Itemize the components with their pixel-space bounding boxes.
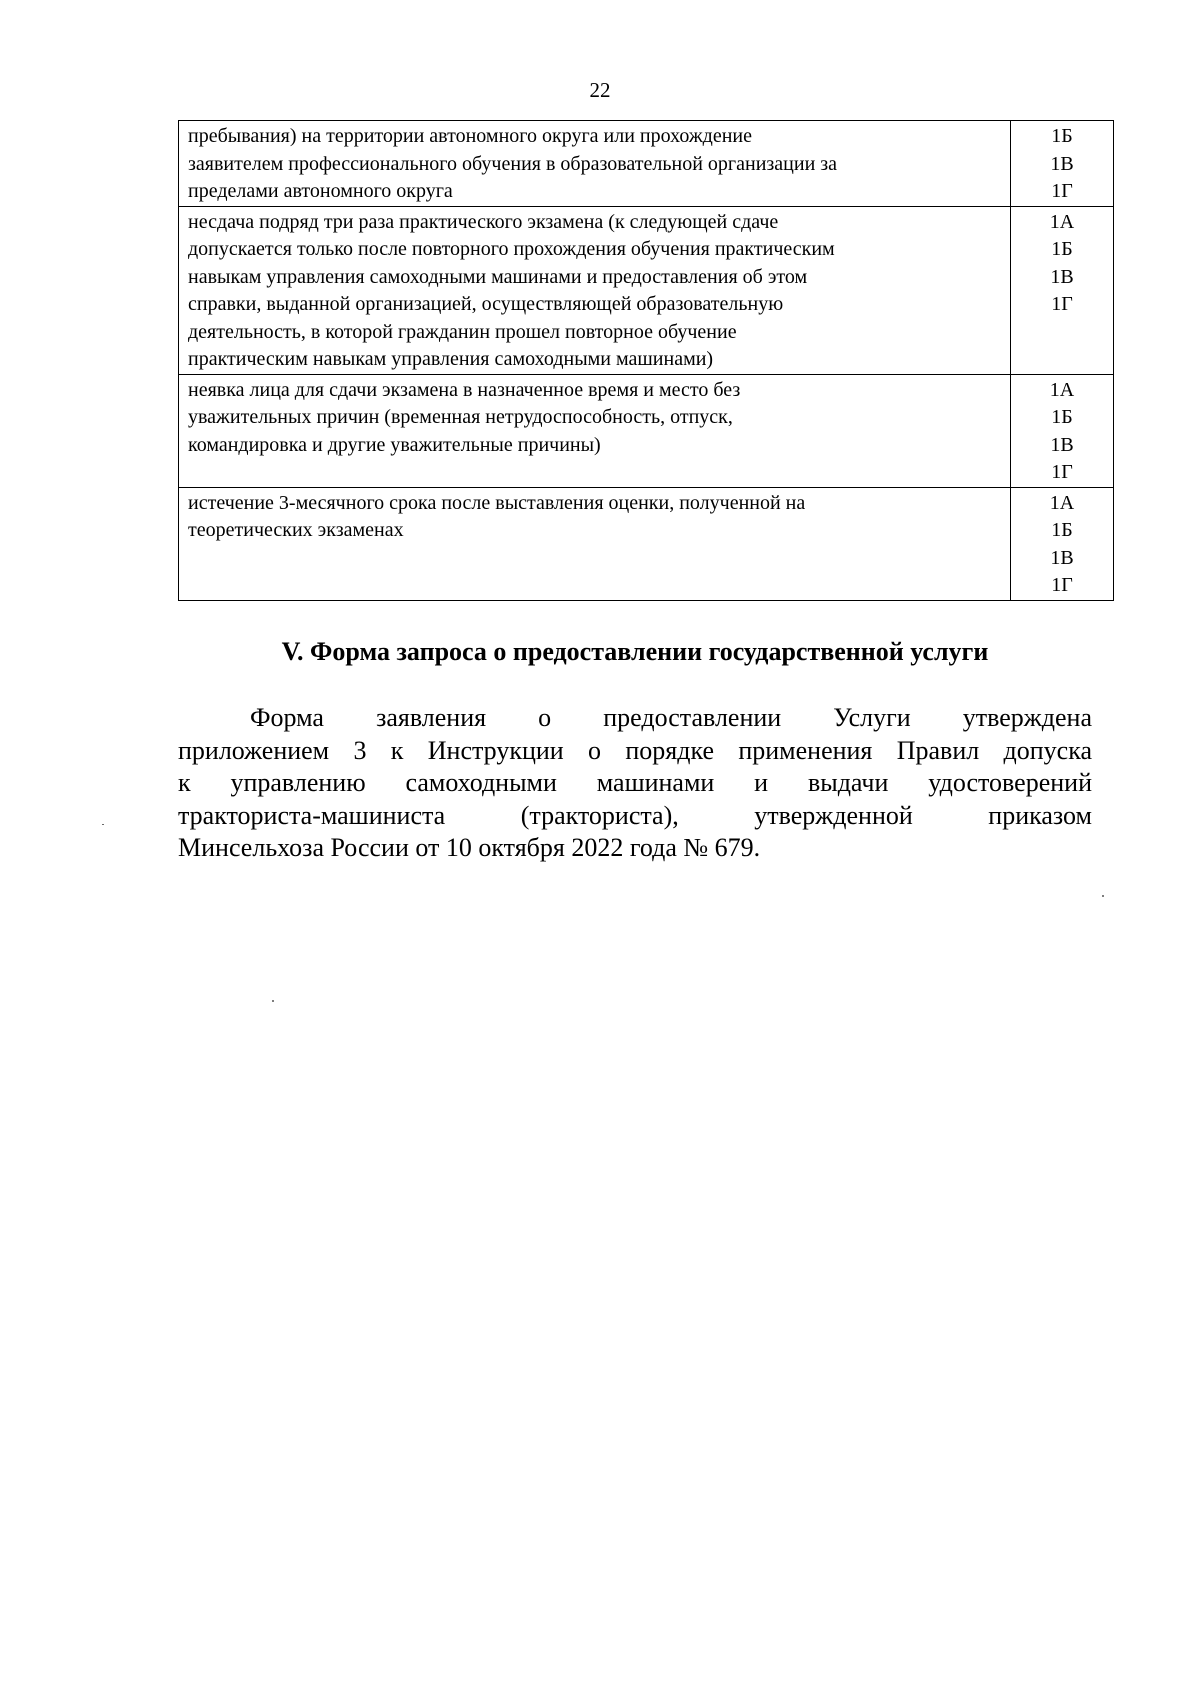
table-row [179, 487, 1114, 600]
reason-cell [179, 206, 1011, 374]
category-code: 1Г [1051, 574, 1073, 596]
category-code: 1Б [1051, 519, 1073, 541]
refusal-reasons-table [178, 120, 1114, 601]
reason-cell [179, 121, 1011, 207]
category-code: 1В [1050, 546, 1074, 569]
category-cell [1011, 206, 1114, 374]
reason-cell [179, 374, 1011, 487]
reason-line: несдача подряд три раза практического экзамена (к следующей сдаче [188, 210, 779, 233]
category-code: 1А [1049, 491, 1075, 514]
reason-line: теоретических экзаменах [188, 519, 404, 541]
category-cell [1011, 487, 1114, 600]
scan-speck [1102, 895, 1104, 897]
section-heading: V. Форма запроса о предоставлении государственной услуги [281, 637, 989, 666]
paragraph-line: тракториста-машиниста (тракториста), утвержденной приказом [178, 800, 1092, 830]
reason-line: допускается только после повторного прохождения обучения практическим [188, 238, 835, 260]
category-code: 1В [1050, 152, 1074, 175]
reason-line: командировка и другие уважительные причины) [188, 433, 601, 456]
reason-line: заявителем профессионального обучения в образовательной организации за [188, 152, 838, 175]
category-code: 1Б [1051, 238, 1073, 260]
reason-line: деятельность, в которой гражданин прошел повторное обучение [188, 320, 737, 343]
reason-line: практическим навыкам управления самоходными машинами) [188, 348, 714, 370]
reason-line: пределами автономного округа [188, 180, 453, 202]
category-code: 1Б [1051, 406, 1073, 428]
category-code: 1Г [1051, 461, 1073, 483]
page-number: 22 [589, 78, 611, 102]
reason-line: неявка лица для сдачи экзамена в назначенное время и место без [188, 378, 741, 401]
reason-cell [179, 487, 1011, 600]
category-code: 1Г [1051, 293, 1073, 315]
category-code: 1А [1049, 378, 1075, 401]
category-code: 1А [1049, 210, 1075, 233]
table-row [179, 374, 1114, 487]
reason-line: пребывания) на территории автономного округа или прохождение [188, 125, 753, 147]
category-cell [1011, 374, 1114, 487]
paragraph-line: приложением 3 к Инструкции о порядке применения Правил допуска [178, 735, 1092, 765]
category-code: 1В [1050, 265, 1074, 288]
category-code: 1Г [1051, 180, 1073, 202]
reason-line: справки, выданной организацией, осуществляющей образовательную [188, 293, 784, 315]
paragraph-line: Форма заявления о предоставлении Услуги утверждена [250, 703, 1092, 732]
table-row [179, 206, 1114, 374]
reason-line: истечение 3-месячного срока после выставления оценки, полученной на [188, 491, 806, 514]
scan-speck [102, 824, 104, 825]
category-code: 1Б [1051, 125, 1073, 147]
category-code: 1В [1050, 433, 1074, 456]
table-body [179, 121, 1114, 601]
table-row [179, 121, 1114, 207]
reason-line: навыкам управления самоходными машинами и предоставления об этом [188, 265, 808, 288]
scan-speck [272, 1000, 274, 1002]
reason-line: уважительных причин (временная нетрудоспособность, отпуск, [188, 406, 733, 428]
section-paragraph [178, 702, 1092, 865]
category-cell [1011, 121, 1114, 207]
paragraph-line: к управлению самоходными машинами и выдачи удостоверений [178, 768, 1092, 797]
paragraph-line: Минсельхоза России от 10 октября 2022 года № 679. [178, 833, 761, 862]
